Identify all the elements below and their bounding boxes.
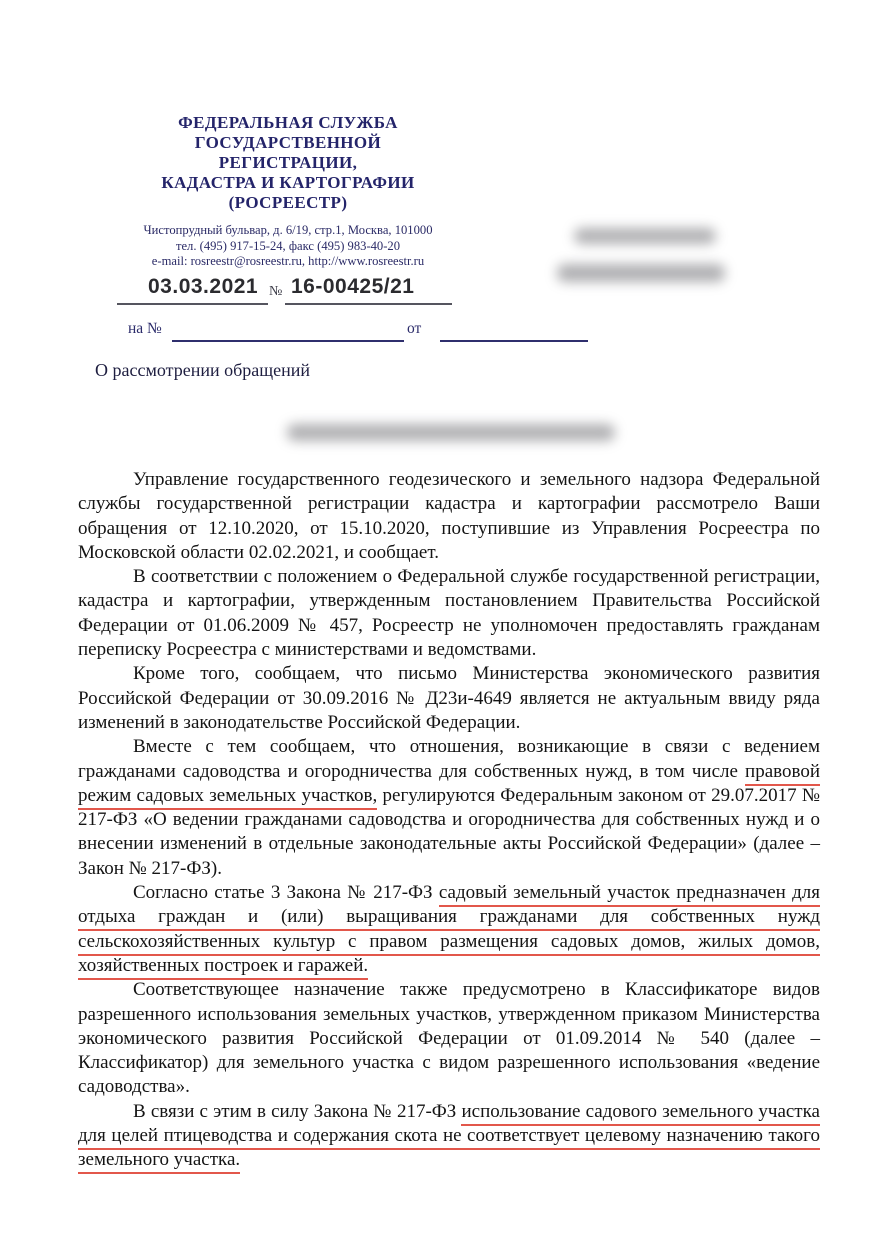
body-paragraph [78,1100,820,1173]
org-line: РЕГИСТРАЦИИ, [218,153,358,172]
body-text: Соответствующее назначение также предусмотрено в Классификаторе видов разрешенного использования земельных участков, утвержденном приказом Министерства экономического развития Российской Федерации от 01.09.2014 № 540 (далее – Классификатор) для земельного участка с видом разрешенного использования «ведение садоводства». [78,979,820,1098]
red-underlined-text: правовой режим садовых земельных участков, [78,761,820,810]
letter-date: 03.03.2021 [148,275,259,298]
org-line: КАДАСТРА И КАРТОГРАФИИ [161,173,415,192]
org-line: ГОСУДАРСТВЕННОЙ [194,133,382,152]
org-line: ФЕДЕРАЛЬНАЯ СЛУЖБА [178,113,398,132]
letterhead-contacts [98,223,478,270]
body-paragraph [78,662,820,735]
ref-date-blank-line [440,340,588,342]
body-paragraph [78,735,820,881]
letter-body [78,468,820,1173]
subject-line: О рассмотрении обращений [95,360,310,380]
ref-from-label: от [407,320,422,337]
ref-number-label: на № [128,320,162,337]
body-text: В связи с этим в силу Закона № 217-ФЗ [133,1100,462,1122]
redacted-salutation [287,424,615,441]
ref-number-blank-line [172,340,404,342]
body-text: Управление государственного геодезического и земельного надзора Федеральной службы государственной регистрации кадастра и картографии рассмотрело Ваши обращения от 12.10.2020, от 15.10.2020, поступившие из Управления Росреестра по Московской области 02.02.2021, и сообщает. [78,469,820,563]
body-text: Вместе с тем сообщаем, что отношения, возникающие в связи с ведением гражданами садоводства и огородничества для собственных нужд, в том числе [78,736,820,782]
number-underline [285,303,452,305]
body-paragraph [78,978,820,1099]
red-underlined-text: садовый земельный участок предназначен для отдыха граждан и (или) выращивания гражданами для собственных нужд сельскохозяйственных культур с правом размещения садовых домов, жилых домов, хозяйственных построек и гаражей. [78,882,820,980]
redacted-addressee-name [574,228,716,244]
body-paragraph [78,468,820,565]
body-text: Кроме того, сообщаем, что письмо Министерства экономического развития Российской Федерации от 30.09.2016 № Д23и-4649 является не актуальным ввиду ряда изменений в законодательстве Российской Федерации. [78,663,820,733]
contact-phone-line: тел. (495) 917-15-24, факс (495) 983-40-20 [175,238,401,253]
letterhead-org-name [108,113,468,213]
body-paragraph [78,881,820,978]
date-underline [117,303,268,305]
org-line: (РОСРЕЕСТР) [228,193,348,212]
redacted-addressee-contact [557,264,725,282]
contact-email-line: e-mail: rosreestr@rosreestr.ru, http://www.rosreestr.ru [151,254,425,268]
body-text: Согласно статье 3 Закона № 217-ФЗ [133,882,439,904]
body-text: регулируются Федеральным законом от 29.07.2017 № 217-ФЗ «О ведении гражданами садоводства и огородничества для собственных нужд и о внесении изменений в отдельные законодательные акты Российской Федерации» (далее – Закон № 217-ФЗ). [78,784,820,879]
contact-address-line: Чистопрудный бульвар, д. 6/19, стр.1, Москва, 101000 [143,223,433,237]
outgoing-number: 16-00425/21 [291,275,415,298]
red-underlined-text: использование садового земельного участка для целей птицеводства и содержания скота не соответствует целевому назначению такого земельного участка. [78,1101,820,1175]
number-sign: № [269,284,283,299]
body-text: В соответствии с положением о Федеральной службе государственной регистрации, кадастра и картографии, утвержденным постановлением Правительства Российской Федерации от 01.06.2009 № 457, Росреестр не уполномочен предоставлять гражданам переписку Росреестра с министерствами и ведомствами. [78,566,820,661]
body-paragraph [78,565,820,662]
